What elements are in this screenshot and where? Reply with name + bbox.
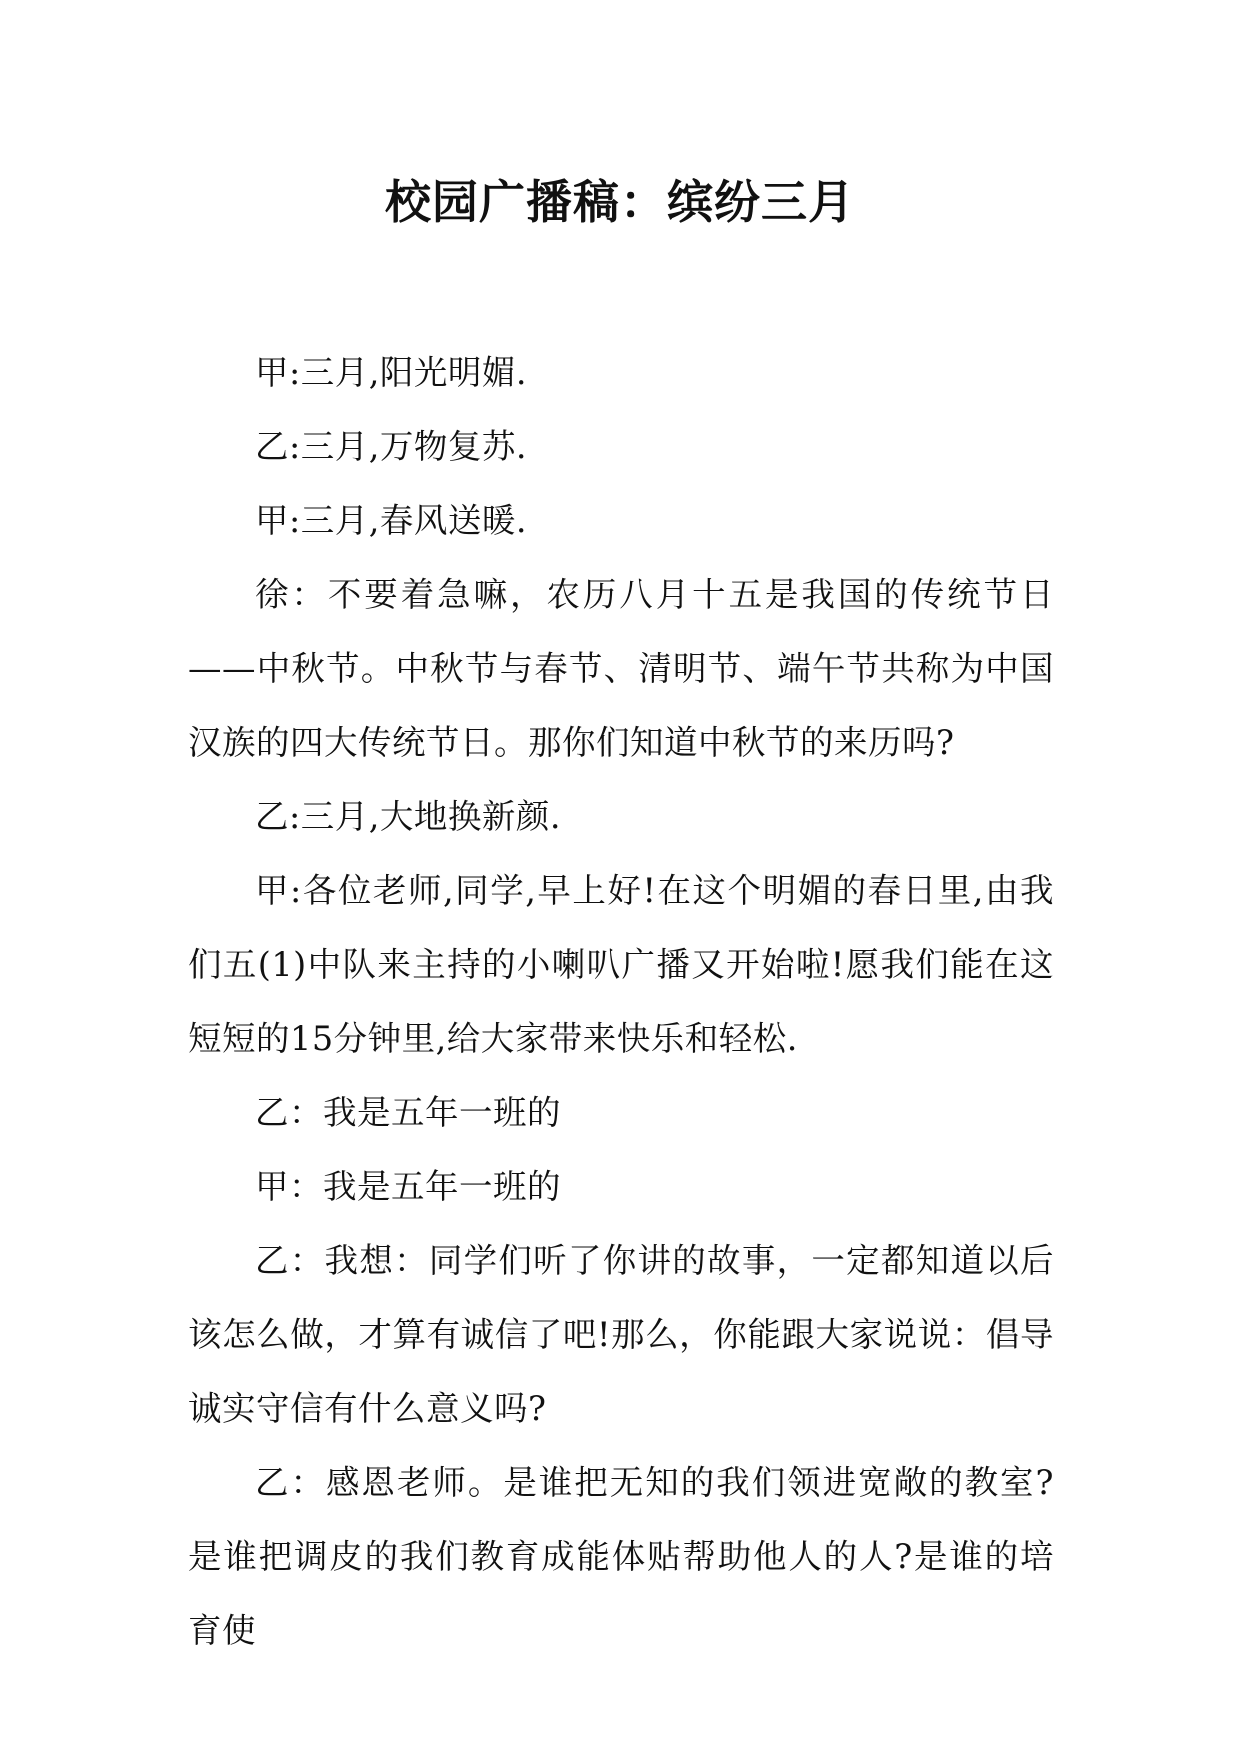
document-title: 校园广播稿：缤纷三月 [385,175,855,229]
paragraph: 甲:三月,阳光明媚. [255,353,528,392]
paragraph: 乙：我想：同学们听了你讲的故事，一定都知道以后该怎么做，才算有诚信了吧!那么，你能跟大家说说：倡导诚实守信有什么意义吗? [188,1241,1054,1428]
paragraph: 甲：我是五年一班的 [255,1167,561,1206]
paragraph: 甲:三月,春风送暖. [255,501,528,540]
paragraph: 乙:三月,万物复苏. [255,427,528,466]
paragraph: 甲:各位老师,同学,早上好!在这个明媚的春日里,由我们五(1)中队来主持的小喇叭广播又开始啦!愿我们能在这短短的15分钟里,给大家带来快乐和轻松. [188,871,1054,1058]
document-body [188,336,1054,1668]
paragraph: 乙:三月,大地换新颜. [255,797,562,836]
paragraph: 徐：不要着急嘛，农历八月十五是我国的传统节日——中秋节。中秋节与春节、清明节、端午节共称为中国汉族的四大传统节日。那你们知道中秋节的来历吗? [188,575,1054,762]
paragraph: 乙：我是五年一班的 [255,1093,561,1132]
paragraph: 乙：感恩老师。是谁把无知的我们领进宽敞的教室?是谁把调皮的我们教育成能体贴帮助他人的人?是谁的培育使 [188,1463,1054,1650]
